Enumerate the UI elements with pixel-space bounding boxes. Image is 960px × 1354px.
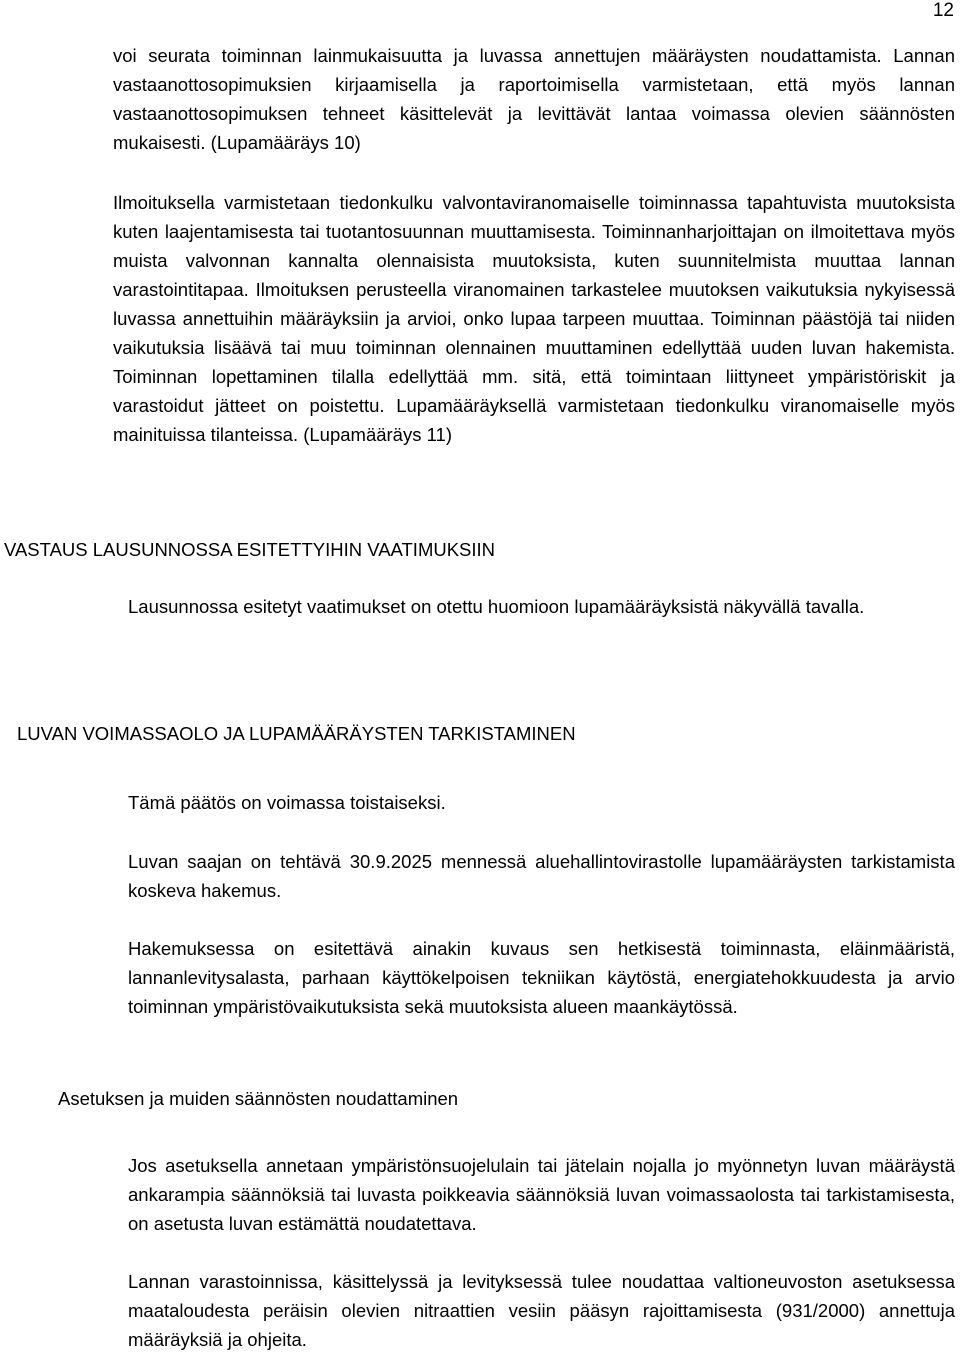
regulations-body-2: Lannan varastoinnissa, käsittelyssä ja levityksessä tulee noudattaa valtioneuvoston asetuksessa maataloudesta peräisin olevien nitraattien vesiin pääsyn rajoittamisesta (931/2000) annettuja määräyksiä ja ohjeita. (128, 1271, 955, 1350)
response-body: Lausunnossa esitetyt vaatimukset on otettu huomioon lupamääräyksistä näkyvällä tavalla. (128, 596, 865, 617)
response-heading: VASTAUS LAUSUNNOSSA ESITETTYIHIN VAATIMUKSIIN (4, 539, 496, 560)
regulations-body-1: Jos asetuksella annetaan ympäristönsuojelulain tai jätelain nojalla jo myönnetyn luvan määräystä ankarampia säännöksiä tai luvasta poikkeavia säännöksiä luvan voimassaolosta tai tarkistamisesta, on asetusta luvan estämättä noudatettava. (128, 1155, 955, 1234)
intro-paragraph: voi seurata toiminnan lainmukaisuutta ja luvassa annettujen määräysten noudattamista. Lannan vastaanottosopimuksien kirjaamisella ja raportoimisella varmistetaan, että myös lannan vastaanottosopimuksen tehneet käsittelevät ja levittävät lantaa voimassa olevien säännösten mukaisesti. (Lupamääräys 10) (113, 45, 955, 153)
notification-paragraph: Ilmoituksella varmistetaan tiedonkulku valvontaviranomaiselle toiminnassa tapahtuvista muutoksista kuten laajentamisesta tai tuotantosuunnan muuttamisesta. Toiminnanharjoittajan on ilmoitettava myös muista valvonnan kannalta olennaisista muutoksista, kuten suunnitelmista muuttaa lannan varastointitapaa. Ilmoituksen perusteella viranomainen tarkastelee muutoksen vaikutuksia nykyisessä luvassa annettuihin määräyksiin ja arvioi, onko lupaa tarpeen muuttaa. Toiminnan päästöjä tai niiden vaikutuksia lisäävä tai muu toiminnan olennainen muuttaminen edellyttää uuden luvan hakemista. Toiminnan lopettaminen tilalla edellyttää mm. sitä, että toimintaan liittyneet ympäristöriskit ja varastoidut jätteet on poistettu. Lupamääräyksellä varmistetaan tiedonkulku viranomaiselle myös mainituissa tilanteissa. (Lupamääräys 11) (113, 192, 955, 445)
validity-body-1: Tämä päätös on voimassa toistaiseksi. (128, 792, 446, 813)
validity-body-2: Luvan saajan on tehtävä 30.9.2025 mennessä aluehallintovirastolle lupamääräysten tarkistamista koskeva hakemus. (128, 851, 955, 901)
validity-heading: LUVAN VOIMASSAOLO JA LUPAMÄÄRÄYSTEN TARKISTAMINEN (17, 723, 576, 744)
validity-body-3: Hakemuksessa on esitettävä ainakin kuvaus sen hetkisestä toiminnasta, eläinmääristä, lannanlevitysalasta, parhaan käyttökelpoisen tekniikan käytöstä, energiatehokkuudesta ja arvio toiminnan ympäristövaikutuksista sekä muutoksista alueen maankäytössä. (128, 938, 955, 1017)
regulations-heading: Asetuksen ja muiden säännösten noudattaminen (58, 1088, 459, 1109)
page-number: 12 (932, 0, 954, 21)
